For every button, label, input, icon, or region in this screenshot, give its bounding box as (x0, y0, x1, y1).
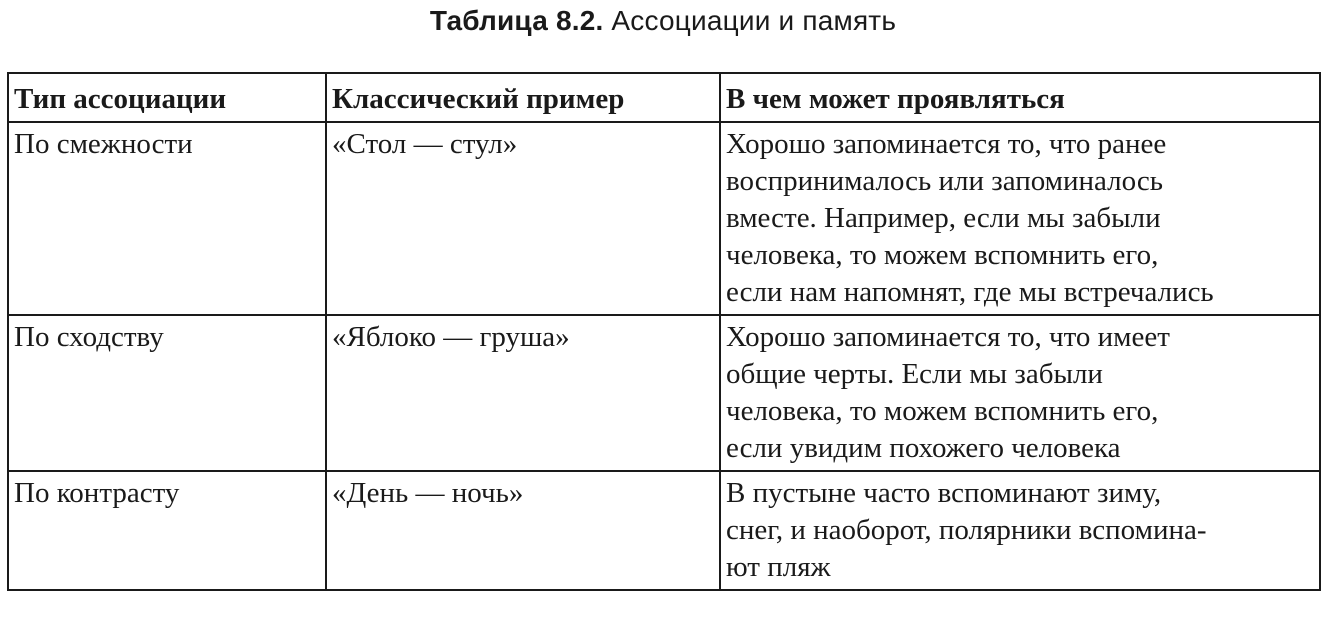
table-caption (0, 4, 1326, 38)
table-row (8, 471, 1320, 590)
manifestation-line: Хорошо запоминается то, что ранее (726, 128, 1167, 160)
manifestation-line: если нам напомнят, где мы встречались (726, 276, 1214, 308)
cell-association-type: По контрасту (8, 471, 326, 590)
table-caption-text: Ассоциации и память (603, 5, 897, 36)
manifestation-line: если увидим похожего человека (726, 432, 1121, 464)
manifestation-line: ют пляж (726, 551, 831, 583)
cell-manifestation (720, 122, 1320, 315)
table-header-row (8, 73, 1320, 122)
cell-manifestation (720, 315, 1320, 471)
header-classic-example: Классический пример (326, 73, 720, 122)
cell-manifestation (720, 471, 1320, 590)
header-manifestation: В чем может проявляться (720, 73, 1320, 122)
cell-classic-example: «Стол — стул» (326, 122, 720, 315)
cell-association-type: По смежности (8, 122, 326, 315)
manifestation-line: Хорошо запоминается то, что имеет (726, 321, 1170, 353)
manifestation-line: общие черты. Если мы забыли (726, 358, 1103, 390)
cell-association-type: По сходству (8, 315, 326, 471)
table-row (8, 315, 1320, 471)
table-row (8, 122, 1320, 315)
manifestation-line: В пустыне часто вспоминают зиму, (726, 477, 1162, 509)
manifestation-line: вместе. Например, если мы забыли (726, 202, 1161, 234)
cell-classic-example: «Яблоко — груша» (326, 315, 720, 471)
manifestation-line: воспринималось или запоминалось (726, 165, 1163, 197)
table-caption-label: Таблица 8.2. (429, 5, 604, 36)
associations-table (7, 72, 1321, 591)
manifestation-line: снег, и наоборот, полярники вспомина- (726, 514, 1207, 546)
manifestation-line: человека, то можем вспомнить его, (726, 395, 1159, 427)
header-association-type: Тип ассоциации (8, 73, 326, 122)
manifestation-line: человека, то можем вспомнить его, (726, 239, 1159, 271)
cell-classic-example: «День — ночь» (326, 471, 720, 590)
